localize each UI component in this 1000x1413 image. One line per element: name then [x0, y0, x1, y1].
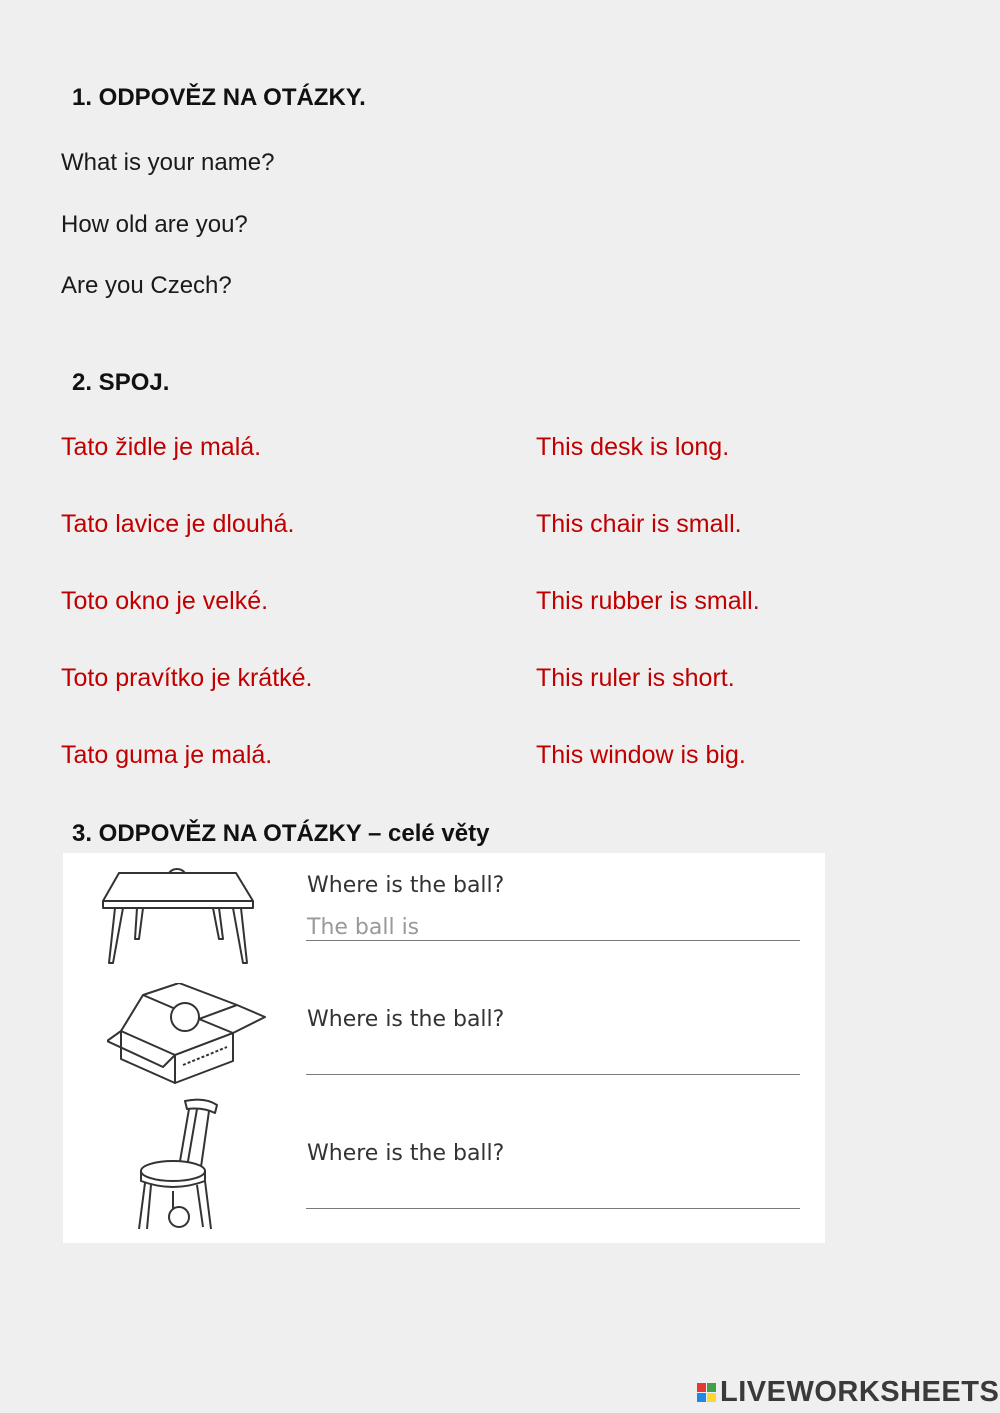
match-left-item[interactable]: Tato guma je malá.	[61, 741, 273, 769]
match-left-item[interactable]: Tato lavice je dlouhá.	[61, 510, 295, 538]
section-2-heading: 2. SPOJ.	[72, 369, 170, 396]
match-right-item[interactable]: This ruler is short.	[536, 664, 735, 692]
exercise-question: Where is the ball?	[307, 873, 505, 898]
section-1-heading: 1. ODPOVĚZ NA OTÁZKY.	[72, 84, 366, 111]
match-right-item[interactable]: This chair is small.	[536, 510, 742, 538]
ball-under-chair-illustration	[133, 1097, 223, 1237]
match-left-item[interactable]: Toto okno je velké.	[61, 587, 269, 615]
ball-in-box-illustration	[107, 983, 267, 1085]
match-left-item[interactable]: Toto pravítko je krátké.	[61, 664, 313, 692]
question-age: How old are you?	[61, 211, 248, 238]
answer-line[interactable]	[306, 1074, 800, 1075]
section-3-heading: 3. ODPOVĚZ NA OTÁZKY – celé věty	[72, 820, 490, 847]
match-right-item[interactable]: This rubber is small.	[536, 587, 760, 615]
answer-line[interactable]	[306, 1208, 800, 1209]
question-name: What is your name?	[61, 149, 275, 176]
question-nationality: Are you Czech?	[61, 272, 232, 299]
exercise-box	[63, 853, 825, 1243]
match-right-item[interactable]: This window is big.	[536, 741, 746, 769]
match-right-item[interactable]: This desk is long.	[536, 433, 730, 461]
ball-on-table-illustration	[101, 865, 256, 967]
liveworksheets-logo	[697, 1376, 999, 1409]
logo-text: LIVEWORKSHEETS	[720, 1376, 1000, 1408]
match-left-item[interactable]: Tato židle je malá.	[61, 433, 262, 461]
answer-sample-text: The ball is	[307, 915, 420, 940]
exercise-question: Where is the ball?	[307, 1007, 505, 1032]
logo-squares-icon	[697, 1383, 716, 1402]
answer-line[interactable]	[306, 940, 800, 941]
exercise-question: Where is the ball?	[307, 1141, 505, 1166]
